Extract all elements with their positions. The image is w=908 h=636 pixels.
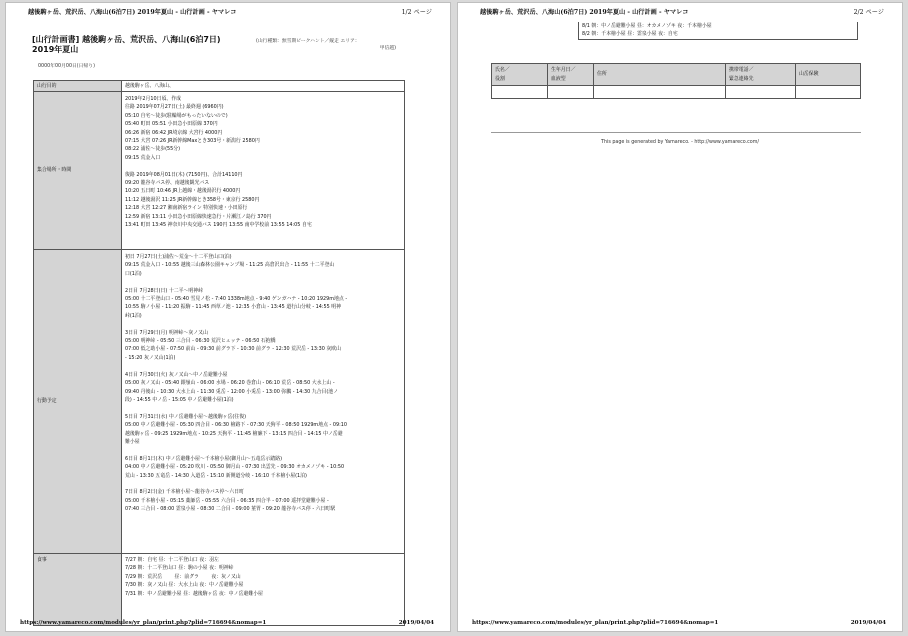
row-value: 7/27 朝：自宅 昼：十二平登山口 夜：羽左 7/28 朝：十二平登山口 昼：駒の小屋 夜：明神峠 7/29 朝：荒沢岳 昼：前グラ 夜：灰ノ又山 7/30 朝：灰ノ又山 昼：大水上山 夜：中ノ岳避難小屋 7/31 朝：中ノ岳避難小屋 昼：越後駒ヶ岳 夜：中ノ岳避難小屋 — [122, 554, 405, 626]
plan-created-date: 0000年00月00日(日帰り) — [38, 64, 95, 69]
print-page-1 — [5, 2, 451, 632]
member-col-birth: 生年月日／ 血液型 — [548, 64, 594, 86]
row-label: 集合場所・時間 — [34, 92, 122, 250]
row-schedule — [34, 250, 405, 554]
member-table — [491, 63, 861, 99]
member-cell — [796, 86, 861, 99]
divider — [491, 132, 861, 133]
meals-continued: 8/1 朝：中ノ岳避難小屋 昼：オカメノゾキ 夜：千本檜小屋 8/2 朝：千本檜小屋 昼：霊泉小屋 夜：自宅 — [578, 22, 858, 40]
row-meals — [34, 554, 405, 626]
page-footer — [472, 620, 886, 628]
print-page-2 — [457, 2, 903, 632]
footer-date: 2019/04/04 — [850, 620, 886, 626]
plan-title-line1: [山行計画書] 越後駒ヶ岳、荒沢岳、八海山(6泊7日) — [32, 35, 221, 44]
page-number: 2/2 ページ — [853, 9, 884, 16]
row-label: 行動予定 — [34, 250, 122, 554]
member-cell — [594, 86, 726, 99]
member-header-row — [492, 64, 861, 86]
page-header-title: 越後駒ヶ岳、荒沢岳、八海山(6泊7日) 2019年夏山 - 山行計画 - ヤマレコ — [480, 9, 689, 16]
page-header-title: 越後駒ヶ岳、荒沢岳、八海山(6泊7日) 2019年夏山 - 山行計画 - ヤマレコ — [28, 9, 237, 16]
page-number: 1/2 ページ — [401, 9, 432, 16]
member-cell — [548, 86, 594, 99]
row-value: 2019年2月10日頃、作成 往路 2019年07月27日(土) 最終週 (6960円) 05:10 自宅～徒歩(駐輪場がもったいないので) 05:40 町田 05:51 小田急小田原線 370円 06:26 新宿 06:42 JR埼京線 大宮行 4000円 07:15 大宮 07:26 JR新幹線Maxとき303号・新潟行 2580円 08:22 浦佐～徒歩(55分) 09:15 荒金入口 復路 2019年08月01日(木) (7150円)、合計14110円 09:20 龍谷寺バス停、南越後観光バス 10:20 五日町 10:46 JR上越線・越後湯沢行 4000円 11:12 越後湯沢 11:25 JR新幹線とき358号・東京行 2580円 12:18 大宮 12:27 湘南新宿ライン 特別快速・小田原行 12:59 新宿 13:11 小田急小田原線快速急行・片瀬江ノ島行 370円 13:41 町田 13:45 神奈川中央交通バス 190円 13:55 南中学校前 13:55 14:05 自宅 — [122, 92, 405, 250]
generated-note: This page is generated by Yamareco. - http://www.yamareco.com/ — [601, 140, 759, 145]
member-cell — [726, 86, 796, 99]
page-footer — [20, 620, 434, 628]
member-col-insurance: 山岳保険 — [796, 64, 861, 86]
plan-meta — [256, 38, 396, 52]
plan-meta-line2: 甲信越) — [379, 46, 396, 51]
plan-title-line2: 2019年夏山 — [32, 45, 79, 54]
member-col-address: 住所 — [594, 64, 726, 86]
plan-title — [32, 35, 272, 55]
footer-url: https://www.yamareco.com/modules/yr_plan/print.php?plid=716694&nomap=1 — [20, 620, 267, 626]
plan-meta-line1: (山行種類：無雪期ピークハント／縦走 エリア： — [256, 39, 360, 44]
footer-url: https://www.yamareco.com/modules/yr_plan/print.php?plid=716694&nomap=1 — [472, 620, 719, 626]
footer-date: 2019/04/04 — [398, 620, 434, 626]
member-col-phone: 携帯電話／ 緊急連絡先 — [726, 64, 796, 86]
row-value: 初日 7月27日(土)浦佐～荒金～十二平登山口(泊) 09:15 荒金入口 - 10:55 越後三山森林公園キャンプ場 - 11:25 高倉沢出合 - 11:55 十二平登山 口(1泊) 2日目 7月28日(日) 十二平～明神峠 05:00 十二平登山口 - 05:40 雪見ノ松 - 7:40 1338m地点 - 9:40 ゲンガハナ - 10:20 1929m地点 - 10:55 駒ノ小屋 - 11:20 振駒 - 11:45 西草ノ池 - 12:35 小倉山 - 13:45 道行山分岐 - 14:55 明神 峠(1泊) 3日目 7月29日(月) 明神峠～灰ノ又山 05:00 明神峠 - 05:50 三合目 - 06:30 荒沢ヒュッテ - 06:50 石抱橋 07:00 低之助小屋 - 07:50 前山 - 09:30 前グラ下 - 10:30 前グラ - 12:30 荒沢岳 - 13:30 灰欧山 - 15:20 灰ノ又山(1泊) 4日目 7月30日(火) 灰ノ又山～中ノ岳避難小屋 05:00 灰ノ又山 - 05:40 銀嶺山 - 06:00 水場 - 06:20 巻倉山 - 06:10 荒岳 - 08:50 大水上山 - 09:40 丹後山 - 10:30 大水上山 - 11:30 兎岳 - 12:00 小兎岳 - 13:00 弥鵬 - 14:30 九合目(池ノ 段) - 14:55 中ノ岳 - 15:05 中ノ岳避難小屋(1泊) 5日目 7月31日(水) 中ノ岳避難小屋～越後駒ヶ岳(往復) 05:00 中ノ岳避難小屋 - 05:30 四合目 - 06:30 檜路下 - 07:30 天狗平 - 08:50 1929m地点 - 09:10 越後駒ヶ岳 - 09:25 1929m地点 - 10:25 天狗平 - 11:45 檜廉下 - 13:15 四合目 - 14:15 中ノ岳避 難小屋 6日目 8月1日(木) 中ノ岳避難小屋～千本檜小屋(御月山～五竜岳示踏路) 04:00 中ノ岳避難小屋 - 05:20 吹川 - 05:50 御月山 - 07:30 出雲先 - 09:30 オカメノゾキ - 10:50 荒山 - 13:30 五竜岳 - 14:30 入道岳 - 15:10 新開道分岐 - 16:10 千本檜小屋(1泊) 7日目 8月2日(金) 千本檜小屋～龍谷寺バス停～六日町 05:00 千本檜小屋 - 05:15 薬師岳 - 05:55 六合目 - 06:35 四合半 - 07:00 遥拝堂避難小屋 - 07:40 三合目 - 08:00 霊泉小屋 - 08:30 二合目 - 09:00 菫胃 - 09:20 龍谷寺バス停 - 六日町駅 — [122, 250, 405, 554]
page-header — [480, 7, 884, 16]
row-purpose — [34, 81, 405, 92]
row-value: 越後駒ヶ岳、八海山、 — [122, 81, 405, 92]
row-label: 山行目的 — [34, 81, 122, 92]
row-meeting — [34, 92, 405, 250]
row-label: 食事 — [34, 554, 122, 626]
page-header — [28, 7, 432, 16]
member-col-name: 氏名／ 役割 — [492, 64, 548, 86]
member-cell — [492, 86, 548, 99]
member-row — [492, 86, 861, 99]
plan-table — [33, 80, 405, 626]
